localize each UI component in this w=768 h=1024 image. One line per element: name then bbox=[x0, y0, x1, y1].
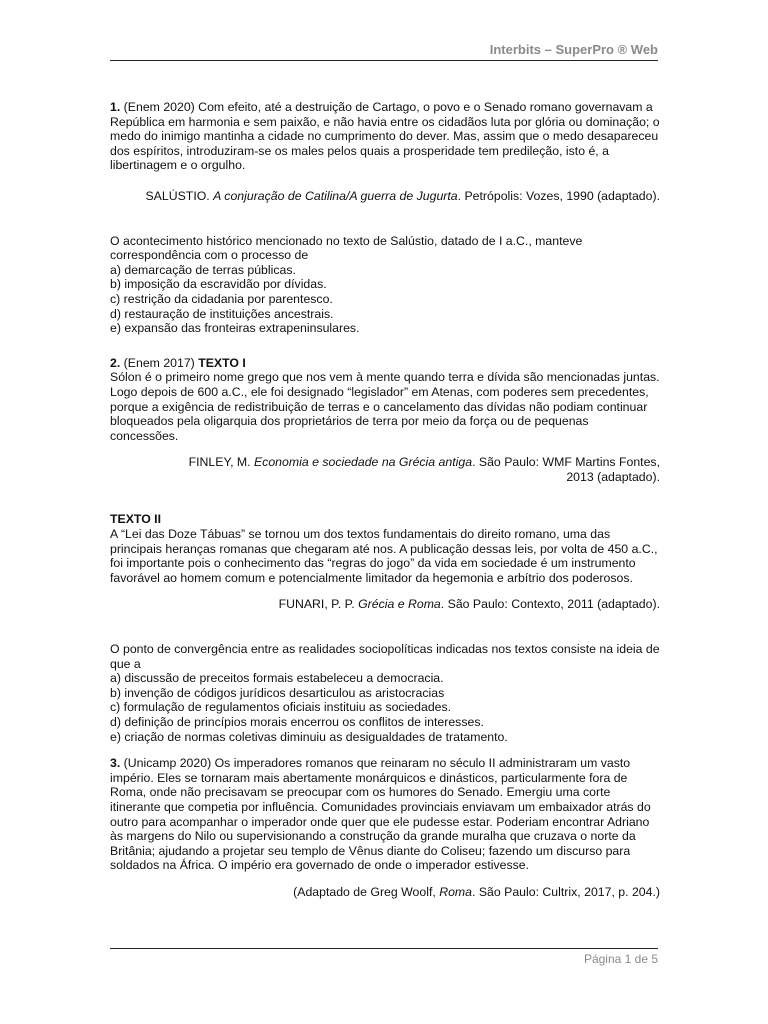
footer-rule bbox=[110, 948, 658, 949]
texto-1-label: TEXTO I bbox=[198, 355, 246, 370]
question-2-header bbox=[110, 356, 660, 371]
question-2-stem: O ponto de convergência entre as realidades sociopolíticas indicadas nos textos consiste na ideia de que a bbox=[110, 642, 660, 671]
source-title: A conjuração de Catilina/A guerra de Jugurta bbox=[213, 188, 458, 203]
texto-2-label-line bbox=[110, 512, 660, 527]
option-d: d) definição de princípios morais encerrou os conflitos de interesses. bbox=[110, 715, 484, 729]
source-rest: . São Paulo: Contexto, 2011 (adaptado). bbox=[440, 597, 660, 612]
question-1-text bbox=[110, 100, 660, 173]
question-number: 1 bbox=[110, 100, 117, 114]
texto-2-body: A “Lei das Doze Tábuas” se tornou um dos textos fundamentais do direito romano, uma das principais heranças romanas que chegaram até nos. A publicação dessas leis, por volta de 450 a.C., foi importante pois o conhecimento das “regras do jogo” da vida em sociedade é um instrumento favorável ao homem comum e potencialmente limitador da hegemonia e arbítrio dos poderosos. bbox=[110, 527, 658, 585]
option-d: d) restauração de instituições ancestrais. bbox=[110, 306, 334, 321]
source-author: FINLEY, M. bbox=[188, 455, 254, 470]
source-rest: . Petrópolis: Vozes, 1990 (adaptado). bbox=[457, 188, 660, 203]
question-number: 2 bbox=[110, 355, 117, 370]
source-author: FUNARI, P. P. bbox=[278, 597, 359, 612]
question-2-prefix: (Enem 2017) bbox=[120, 355, 199, 370]
option-e: e) expansão das fronteiras extrapeninsulares. bbox=[110, 321, 360, 336]
option-c: c) formulação de regulamentos oficiais instituiu as sociedades. bbox=[110, 700, 452, 715]
question-number-dot: . bbox=[116, 756, 121, 771]
source-title: Grécia e Roma bbox=[358, 597, 441, 612]
question-3-text bbox=[110, 756, 660, 873]
source-title: Roma bbox=[439, 884, 473, 899]
question-3-body: (Unicamp 2020) Os imperadores romanos que reinaram no século II administraram um vasto império. Eles se tornaram mais abertamente monárquicos e dinásticos, particularmente fora de Roma, onde não precisavam se preocupar com os humores do Senado. Emergiu uma corte itinerante que competia por influência. Comunidades provinciais enviavam um embaixador atrás do outro para acompanhar o imperador onde quer que ele pudesse estar. Poderiam encontrar Adriano às margens do Nilo ou supervisionando a construção da grande muralha que cruzava o norte da Britânia; ajudando a projetar seu templo de Vênus diante do Coliseu; fazendo um discurso para soldados na África. O império era governado de onde o imperador estivesse. bbox=[110, 756, 651, 873]
header-rule bbox=[110, 60, 658, 61]
texto-2-source bbox=[110, 597, 660, 612]
page-number: Página 1 de 5 bbox=[583, 952, 658, 966]
texto-1-source bbox=[110, 455, 660, 484]
question-number: 3 bbox=[110, 756, 117, 771]
source-author: SALÚSTIO. bbox=[145, 188, 214, 203]
option-b: b) imposição da escravidão por dívidas. bbox=[110, 277, 327, 292]
option-e: e) criação de normas coletivas diminuiu as desigualdades de tratamento. bbox=[110, 729, 508, 744]
option-a: a) discussão de preceitos formais estabeleceu a democracia. bbox=[110, 671, 444, 686]
question-1-stem: O acontecimento histórico mencionado no texto de Salústio, datado de I a.C., manteve correspondência com o processo de bbox=[110, 233, 583, 263]
texto-2-label: TEXTO II bbox=[110, 512, 162, 527]
page-header: Interbits – SuperPro ® Web bbox=[489, 42, 658, 57]
option-b: b) invenção de códigos jurídicos desarticulou as aristocracias bbox=[110, 685, 445, 700]
option-a: a) demarcação de terras públicas. bbox=[110, 262, 296, 277]
question-number-dot: . bbox=[116, 100, 121, 114]
source-rest: . São Paulo: WMF Martins Fontes, 2013 (adaptado). bbox=[472, 455, 660, 484]
question-number-dot: . bbox=[116, 355, 121, 370]
question-1-body: (Enem 2020) Com efeito, até a destruição de Cartago, o povo e o Senado romano governavam a República em harmonia e sem paixão, e não havia entre os cidadãos luta por glória ou dominação; o medo do inimigo mantinha a cidade no cumprimento do dever. Mas, assim que o medo desapareceu dos espíritos, introduziram-se os males pelos quais a prosperidade tem predileção, isto é, a libertinagem e o orgulho. bbox=[110, 100, 660, 173]
question-1-source bbox=[110, 189, 660, 204]
source-rest: . São Paulo: Cultrix, 2017, p. 204.) bbox=[472, 884, 660, 899]
source-pre: (Adaptado de Greg Woolf, bbox=[293, 884, 440, 899]
source-title: Economia e sociedade na Grécia antiga bbox=[253, 455, 473, 470]
option-c: c) restrição da cidadania por parentesco. bbox=[110, 291, 333, 306]
texto-1-body: Sólon é o primeiro nome grego que nos vem à mente quando terra e dívida são mencionadas juntas. Logo depois de 600 a.C., ele foi designado “legislador” em Atenas, com poderes sem precedentes, porque a exigência de redistribuição de terras e o cancelamento das dívidas não podiam continuar bloqueados pela oligarquia dos proprietários de terra por meio da força ou de pequenas concessões. bbox=[110, 370, 660, 443]
question-3-source bbox=[110, 885, 660, 900]
document-body bbox=[110, 100, 660, 900]
